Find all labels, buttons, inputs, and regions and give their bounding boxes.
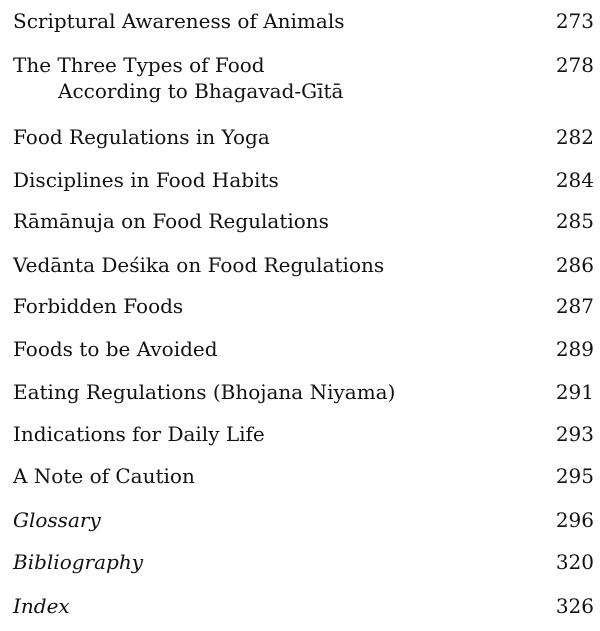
toc-entry-page: 273 [555,9,594,33]
toc-entry-title [13,52,343,104]
toc-entry-title: Foods to be Avoided [13,337,218,361]
toc-entry-page: 289 [555,337,594,361]
toc-entry-title: Vedānta Deśika on Food Regulations [13,253,385,277]
toc-entry-page: 278 [555,53,594,77]
toc-entry-page: 287 [555,294,594,318]
toc-entry-title: Indications for Daily Life [13,422,265,446]
toc-entry-page: 320 [555,550,594,574]
toc-entry-page: 296 [555,508,594,532]
toc-entry-title: Disciplines in Food Habits [13,168,279,192]
toc-entry-title: Scriptural Awareness of Animals [13,9,345,33]
toc-entry-page: 285 [555,209,594,233]
toc-entry-title: Food Regulations in Yoga [13,125,270,149]
toc-entry-title-main: The Three Types of Food [13,53,265,77]
toc-entry-page: 284 [555,168,594,192]
toc-entry-page: 286 [555,253,594,277]
toc-entry-title: Rāmānuja on Food Regulations [13,209,329,233]
toc-entry-page: 291 [555,380,594,404]
toc-entry-page: 295 [555,464,594,488]
toc-entry-page: 282 [555,125,594,149]
toc-entry-title: Forbidden Foods [13,294,184,318]
toc-entry-page: 293 [555,422,594,446]
toc-entry-title-continuation: According to Bhagavad-Gītā [58,79,344,103]
toc-entry-title: Eating Regulations (Bhojana Niyama) [13,380,396,404]
toc-entry-title: A Note of Caution [13,464,195,488]
toc-entry-title: Index [13,594,70,618]
toc-entry-title: Bibliography [13,550,143,574]
toc-entry-title: Glossary [13,508,101,532]
toc-entry-page: 326 [555,594,594,618]
